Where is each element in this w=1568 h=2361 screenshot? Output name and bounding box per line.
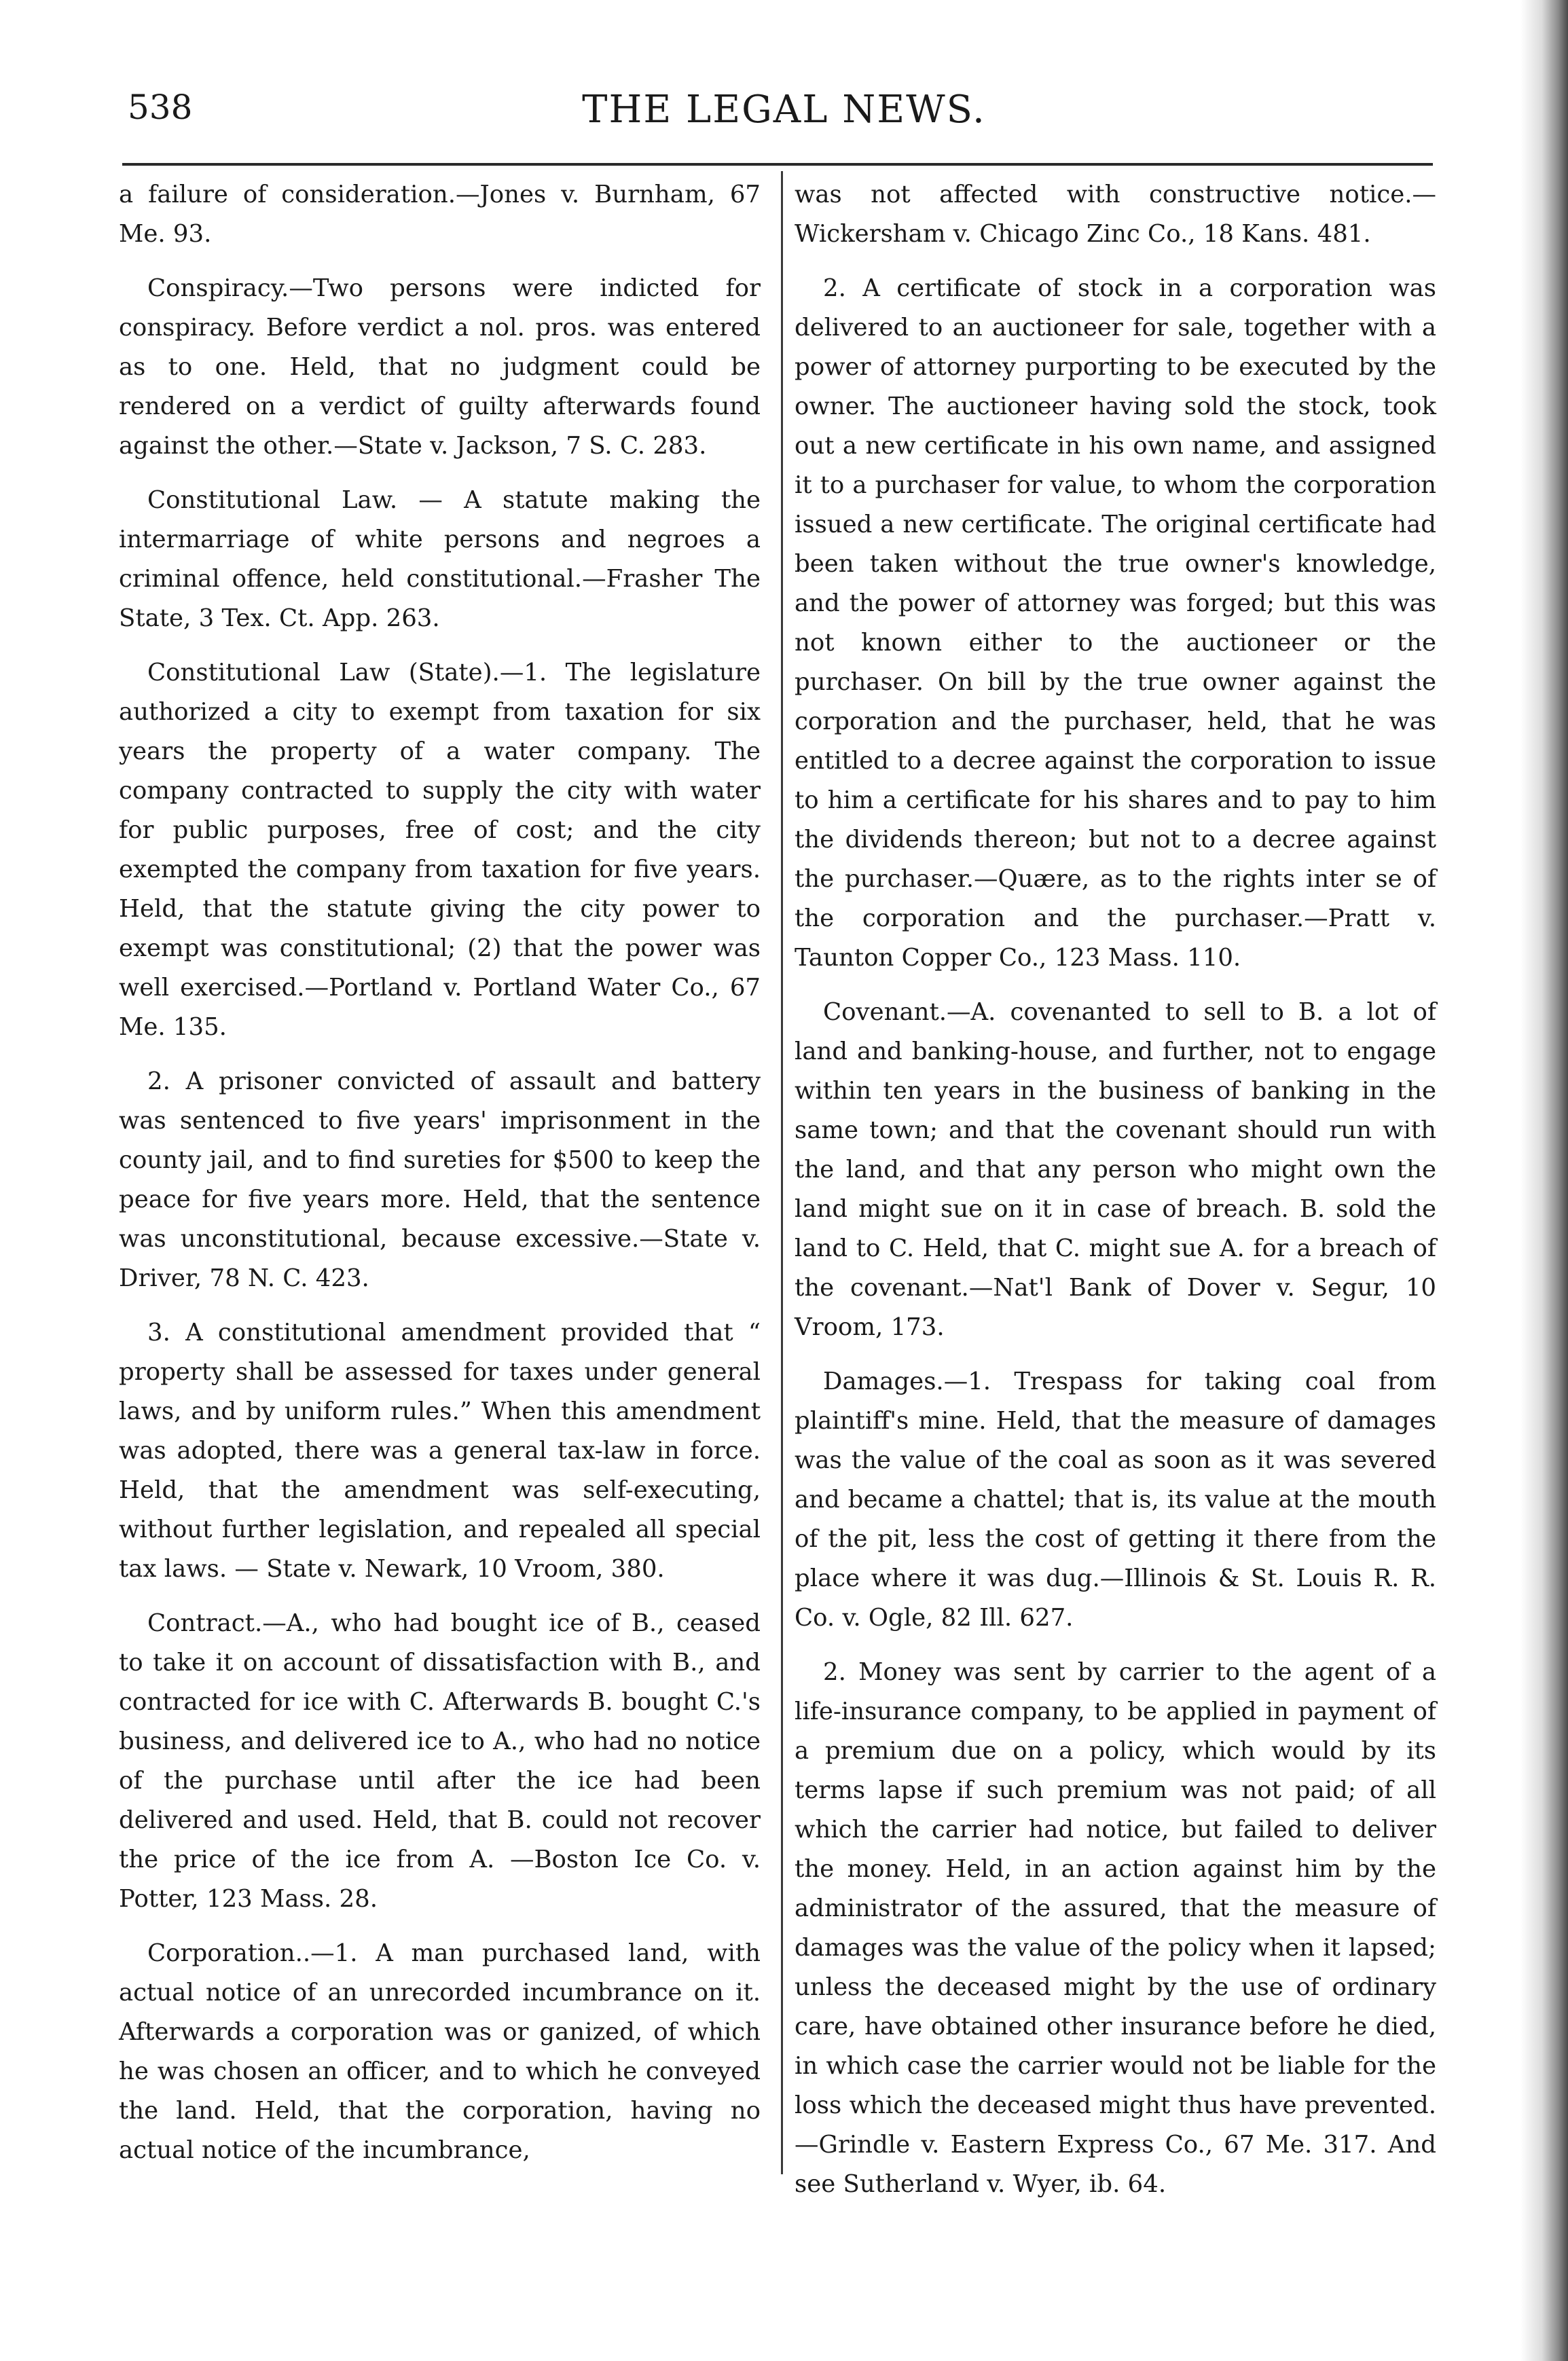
running-title: THE LEGAL NEWS. bbox=[582, 88, 986, 132]
paragraph: Conspiracy.—Two persons were indicted for conspiracy. Before verdict a nol. pros. was entered as to one. Held, that no judgment could be rendered on a verdict of guilty afterwards found against the other.—State v. Jackson, 7 S. C. 283. bbox=[119, 274, 761, 460]
paragraph: Constitutional Law (State).—1. The legislature authorized a city to exempt from taxation for six years the property of a water company. The company contracted to supply the city with water for public purposes, free of cost; and the city exempted the company from taxation for five years. Held, that the statute giving the city power to exempt was constitutional; (2) that the power was well exercised.—Portland v. Portland Water Co., 67 Me. 135. bbox=[119, 659, 761, 1041]
paragraph: a failure of consideration.—Jones v. Burnham, 67 Me. 93. bbox=[119, 181, 761, 248]
right-column bbox=[795, 175, 1436, 2219]
paragraph: 2. Money was sent by carrier to the agent of a life-insurance company, to be applied in payment of a premium due on a policy, which would by its terms lapse if such premium was not paid; of all which the carrier had notice, but failed to deliver the money. Held, in an action against him by the administrator of the assured, that the measure of damages was the value of the policy when it lapsed; unless the deceased might by the use of ordinary care, have obtained other insurance before he died, in which case the carrier would not be liable for the loss which the deceased might thus have prevented.—Grindle v. Eastern Express Co., 67 Me. 317. And see Sutherland v. Wyer, ib. 64. bbox=[795, 1658, 1436, 2198]
header-rule bbox=[122, 163, 1433, 166]
paragraph: 2. A prisoner convicted of assault and battery was sentenced to five years' imprisonment in the county jail, and to find sureties for $500 to keep the peace for five years more. Held, that the sentence was unconstitutional, because excessive.—State v. Driver, 78 N. C. 423. bbox=[119, 1067, 761, 1292]
paragraph: 2. A certificate of stock in a corporation was delivered to an auctioneer for sale, together with a power of attorney purporting to be executed by the owner. The auctioneer having sold the stock, took out a new certificate in his own name, and assigned it to a purchaser for value, to whom the corporation issued a new certificate. The original certificate had been taken without the true owner's knowledge, and the power of attorney was forged; but this was not known either to the auctioneer or the purchaser. On bill by the true owner against the corporation and the purchaser, held, that he was entitled to a decree against the corporation to issue to him a certificate for his shares and to pay to him the dividends thereon; but not to a decree against the purchaser.—Quære, as to the rights inter se of the corporation and the purchaser.—Pratt v. Taunton Copper Co., 123 Mass. 110. bbox=[795, 274, 1436, 972]
page-number: 538 bbox=[128, 88, 193, 127]
paragraph: was not affected with constructive notice.—Wickersham v. Chicago Zinc Co., 18 Kans. 481. bbox=[795, 181, 1436, 248]
paragraph: Constitutional Law. — A statute making the intermarriage of white persons and negroes a criminal offence, held constitutional.—Frasher The State, 3 Tex. Ct. App. 263. bbox=[119, 486, 761, 632]
paragraph: Covenant.—A. covenanted to sell to B. a lot of land and banking-house, and further, not to engage within ten years in the business of banking in the same town; and that the covenant should run with the land, and that any person who might own the land might sue on it in case of breach. B. sold the land to C. Held, that C. might sue A. for a breach of the covenant.—Nat'l Bank of Dover v. Segur, 10 Vroom, 173. bbox=[795, 998, 1436, 1341]
paragraph: Damages.—1. Trespass for taking coal from plaintiff's mine. Held, that the measure of damages was the value of the coal as soon as it was severed and became a chattel; that is, its value at the mouth of the pit, less the cost of getting it there from the place where it was dug.—Illinois & St. Louis R. R. Co. v. Ogle, 82 Ill. 627. bbox=[795, 1368, 1436, 1632]
paragraph: 3. A constitutional amendment provided that “ property shall be assessed for taxes under general laws, and by uniform rules.” When this amendment was adopted, there was a general tax-law in force. Held, that the amendment was self-executing, without further legislation, and repealed all special tax laws. — State v. Newark, 10 Vroom, 380. bbox=[119, 1319, 761, 1583]
left-column bbox=[119, 175, 761, 2185]
paragraph: Corporation..—1. A man purchased land, with actual notice of an unrecorded incumbrance on it. Afterwards a corporation was or ganized, of which he was chosen an officer, and to which he conveyed the land. Held, that the corporation, having no actual notice of the incumbrance, bbox=[119, 1939, 761, 2164]
paragraph: Contract.—A., who had bought ice of B., ceased to take it on account of dissatisfaction with B., and contracted for ice with C. Afterwards B. bought C.'s business, and delivered ice to A., who had no notice of the purchase until after the ice had been delivered and used. Held, that B. could not recover the price of the ice from A. —Boston Ice Co. v. Potter, 123 Mass. 28. bbox=[119, 1609, 761, 1913]
column-divider bbox=[781, 171, 783, 2174]
page-edge-shadow bbox=[1520, 0, 1568, 2361]
